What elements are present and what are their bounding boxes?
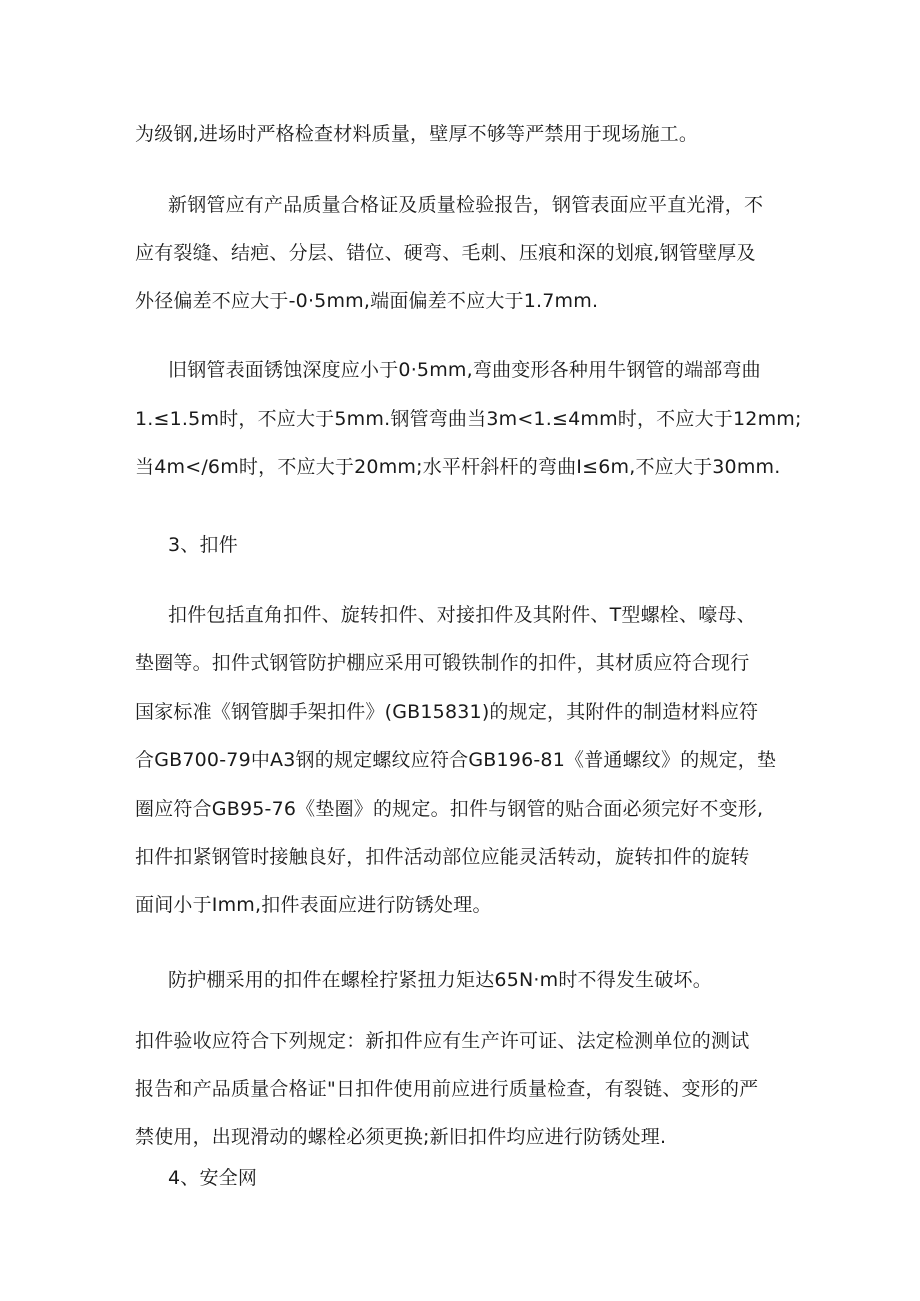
para4-line-5: 圈应符合GB95-76《垫圈》的规定。扣件与钢管的贴合面必须完好不变形,: [135, 798, 764, 820]
para4-line-1: 扣件包括直角扣件、旋转扣件、对接扣件及其附件、T型螺栓、嚎母、: [168, 604, 756, 626]
para5-line-1: 防护棚采用的扣件在螺栓拧紧扭力矩达65N·m时不得发生破坏。: [168, 969, 712, 991]
para4-line-4: 合GB700-79中A3钢的规定螺纹应符合GB196-81《普通螺纹》的规定，垫: [135, 749, 777, 771]
para2-line-2: 应有裂缝、结疤、分层、错位、硬弯、毛刺、压痕和深的划痕,钢管壁厚及: [135, 242, 756, 264]
para6-line-1: 扣件验收应符合下列规定：新扣件应有生产许可证、法定检测单位的测试: [135, 1030, 750, 1052]
para4-line-2: 垫圈等。扣件式钢管防护棚应采用可锻铁制作的扣件，其材质应符合现行: [135, 652, 750, 674]
para3-line-2: 1.≤1.5m时，不应大于5mm.钢管弯曲当3m<1.≤4mm时，不应大于12mm;: [135, 408, 802, 430]
para2-line-1: 新钢管应有产品质量合格证及质量检验报告，钢管表面应平直光滑，不: [168, 194, 764, 216]
section-heading-4: 4、安全网: [168, 1167, 258, 1189]
para6-line-3: 禁使用，出现滑动的螺栓必须更换;新旧扣件均应进行防锈处理.: [135, 1126, 667, 1148]
para2-line-3: 外径偏差不应大于-0·5mm,端面偏差不应大于1.7mm.: [135, 290, 599, 312]
para3-line-3: 当4m</6m时，不应大于20mm;水平杆斜杆的弯曲I≤6m,不应大于30mm.: [135, 456, 781, 478]
para6-line-2: 报告和产品质量合格证"日扣件使用前应进行质量检查，有裂链、变形的严: [135, 1078, 759, 1100]
para1-line-1: 为级钢,进场时严格检查材料质量，壁厚不够等严禁用于现场施工。: [135, 123, 699, 145]
para4-line-6: 扣件扣紧钢管时接触良好，扣件活动部位应能灵活转动，旋转扣件的旋转: [135, 846, 750, 868]
para4-line-3: 国家标准《钢管脚手架扣件》(GB15831)的规定，其附件的制造材料应符: [135, 701, 759, 723]
section-heading-3: 3、扣件: [168, 534, 238, 556]
para4-line-7: 面间小于Imm,扣件表面应进行防锈处理。: [135, 894, 492, 916]
para3-line-1: 旧钢管表面锈蚀深度应小于0·5mm,弯曲变形各种用牛钢管的端部弯曲: [168, 359, 761, 381]
